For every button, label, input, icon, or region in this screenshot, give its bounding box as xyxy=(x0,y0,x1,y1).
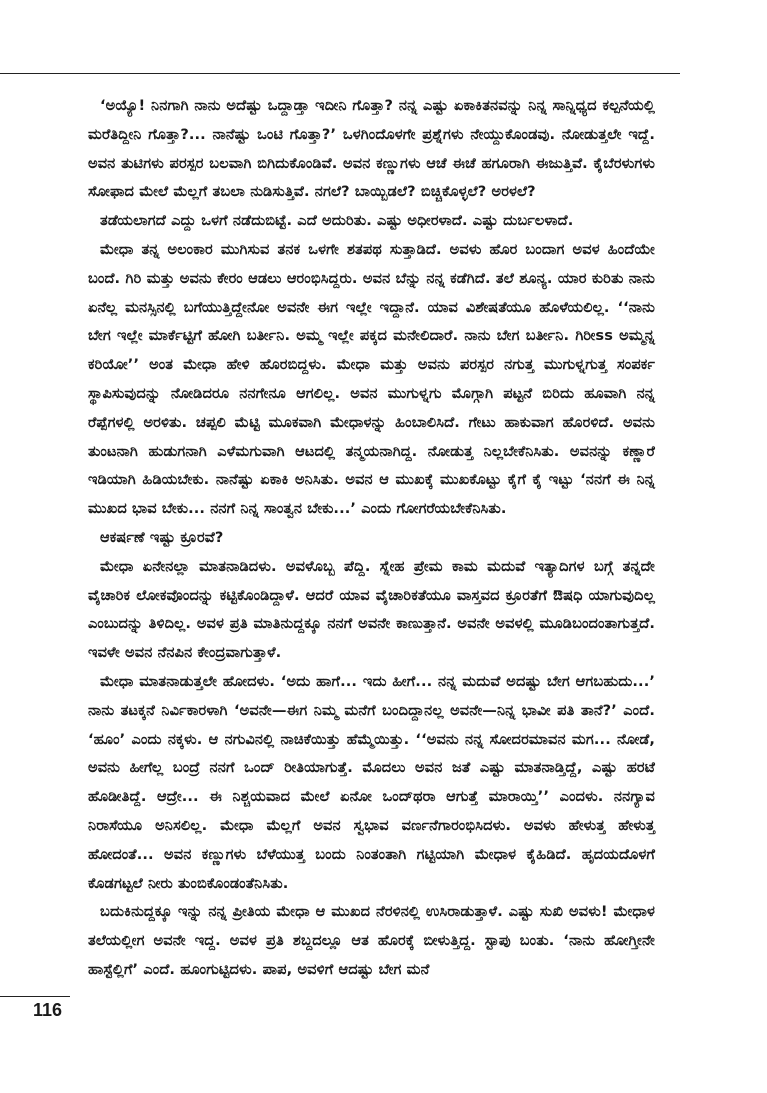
paragraph-4: ಆಕರ್ಷಣೆ ಇಷ್ಟು ಕ್ರೂರವೆ? xyxy=(100,528,224,546)
top-rule xyxy=(0,73,680,74)
paragraph-3: ಮೇಧಾ ತನ್ನ ಅಲಂಕಾರ ಮುಗಿಸುವ ತನಕ ಒಳಗೇ ಶತಪಥ ಸುತ್ತಾಡಿದೆ. ಅವಳು ಹೊರ ಬಂದಾಗ ಅವಳ ಹಿಂದೆಯೇ ಬಂದೆ. ಗಿರಿ ಮತ್ತು ಅವನು ಕೇರಂ ಆಡಲು ಆರಂಭಿಸಿದ್ದರು. ಅವನ ಬೆನ್ನು ನನ್ನ ಕಡೆಗಿದೆ. ತಲೆ ಶೂನ್ಯ. ಯಾರ ಕುರಿತು ನಾನು ಏನೆಲ್ಲ ಮನಸ್ಸಿನಲ್ಲಿ ಬಗೆಯುತ್ತಿದ್ದೇನೋ ಅವನೇ ಈಗ ಇಲ್ಲೇ ಇದ್ದಾನೆ. ಯಾವ ವಿಶೇಷತೆಯೂ ಹೊಳೆಯಲಿಲ್ಲ. ‘‘ನಾನು ಬೇಗ ಇಲ್ಲೇ ಮಾರ್ಕೆಟ್ಟಿಗೆ ಹೋಗಿ ಬರ್ತೀನಿ. ಅಮ್ಮ ಇಲ್ಲೇ ಪಕ್ಕದ ಮನೇಲಿದಾರೆ. ನಾನು ಬೇಗ ಬರ್ತೀನಿ. ಗಿರೀss ಅಮ್ಮನ್ನ ಕರಿಯೋ’’ ಅಂತ ಮೇಧಾ ಹೇಳಿ ಹೊರಬಿದ್ದಳು. ಮೇಧಾ ಮತ್ತು ಅವನು ಪರಸ್ಪರ ನಗುತ್ತ ಮುಗುಳ್ನಗುತ್ತ ಸಂಪರ್ಕ ಸ್ಥಾಪಿಸುವುದನ್ನು ನೋಡಿದರೂ ನನಗೇನೂ ಆಗಲಿಲ್ಲ. ಅವನ ಮುಗುಳ್ನಗು ಮೊಗ್ಗಾಗಿ ಪಟ್ಟನೆ ಬಿರಿದು ಹೂವಾಗಿ ನನ್ನ ರೆಪ್ಪೆಗಳಲ್ಲಿ ಅರಳಿತು. ಚಪ್ಪಲಿ ಮೆಟ್ಟಿ ಮೂಕವಾಗಿ ಮೇಧಾಳನ್ನು ಹಿಂಬಾಲಿಸಿದೆ. ಗೇಟು ಹಾಕುವಾಗ ಹೊರಳಿದೆ. ಅವನು ತುಂಟನಾಗಿ ಹುಡುಗನಾಗಿ ಎಳೆಮಗುವಾಗಿ ಆಟದಲ್ಲಿ ತನ್ಮಯನಾಗಿದ್ದ. ನೋಡುತ್ತ ನಿಲ್ಲಬೇಕೆನಿಸಿತು. ಅವನನ್ನು ಕಣ್ಣಾರೆ ಇಡಿಯಾಗಿ ಹಿಡಿಯಬೇಕು. ನಾನೆಷ್ಟು ಏಕಾಕಿ ಅನಿಸಿತು. ಅವನ ಆ ಮುಖಕ್ಕೆ ಮುಖಕೊಟ್ಟು ಕೈಗೆ ಕೈ ಇಟ್ಟು ‘ನನಗೆ ಈ ನಿನ್ನ ಮುಖದ ಭಾವ ಬೇಕು... ನನಗೆ ನಿನ್ನ ಸಾಂತ್ವನ ಬೇಕು...’ ಎಂದು ಗೋಗರೆಯಬೇಕೆನಿಸಿತು. xyxy=(88,240,655,518)
paragraph-5: ಮೇಧಾ ಏನೇನಲ್ಲಾ ಮಾತನಾಡಿದಳು. ಅವಳೊಬ್ಬ ಪೆದ್ದಿ. ಸ್ನೇಹ ಪ್ರೇಮ ಕಾಮ ಮದುವೆ ಇತ್ಯಾದಿಗಳ ಬಗ್ಗೆ ತನ್ನದೇ ವೈಚಾರಿಕ ಲೋಕವೊಂದನ್ನು ಕಟ್ಟಿಕೊಂಡಿದ್ದಾಳೆ. ಆದರೆ ಯಾವ ವೈಚಾರಿಕತೆಯೂ ವಾಸ್ತವದ ಕ್ರೂರತೆಗೆ ಔಷಧಿ ಯಾಗುವುದಿಲ್ಲ ಎಂಬುದನ್ನು ತಿಳಿದಿಲ್ಲ. ಅವಳ ಪ್ರತಿ ಮಾತಿನುದ್ದಕ್ಕೂ ನನಗೆ ಅವನೇ ಕಾಣುತ್ತಾನೆ. ಅವನೇ ಅವಳಲ್ಲಿ ಮೂಡಿಬಂದಂತಾಗುತ್ತದೆ. ಇವಳೇ ಅವನ ನೆನಪಿನ ಕೇಂದ್ರವಾಗುತ್ತಾಳೆ. xyxy=(88,557,655,662)
page-number: 116 xyxy=(33,1000,63,1020)
bottom-rule xyxy=(0,996,70,997)
paragraph-6: ಮೇಧಾ ಮಾತನಾಡುತ್ತಲೇ ಹೋದಳು. ‘ಅದು ಹಾಗೆ... ಇದು ಹೀಗೆ... ನನ್ನ ಮದುವೆ ಅದಷ್ಟು ಬೇಗ ಆಗಬಹುದು...’ ನಾನು ತಟಕ್ಕನೆ ನಿರ್ವಿಕಾರಳಾಗಿ ‘ಅವನೇ—ಈಗ ನಿಮ್ಮ ಮನೆಗೆ ಬಂದಿದ್ದಾನಲ್ಲ ಅವನೇ—ನಿನ್ನ ಭಾವೀ ಪತಿ ತಾನೆ?’ ಎಂದೆ. ‘ಹೂಂ’ ಎಂದು ನಕ್ಕಳು. ಆ ನಗುವಿನಲ್ಲಿ ನಾಚಿಕೆಯಿತ್ತು ಹೆಮ್ಮೆಯಿತ್ತು. ‘‘ಅವನು ನನ್ನ ಸೋದರಮಾವನ ಮಗ... ನೋಡೆ, ಅವನು ಹೀಗೆಲ್ಲ ಬಂದ್ರೆ ನನಗೆ ಒಂದ್ ರೀತಿಯಾಗುತ್ತೆ. ಮೊದಲು ಅವನ ಜತೆ ಎಷ್ಟು ಮಾತನಾಡ್ತಿದ್ದೆ, ಎಷ್ಟು ಹರಟೆ ಹೊಡೀತಿದ್ದೆ. ಆದ್ರೇ... ಈ ನಿಶ್ಚಯವಾದ ಮೇಲೆ ಏನೋ ಒಂದ್‌ಥರಾ ಆಗುತ್ತೆ ಮಾರಾಯ್ತಿ’’ ಎಂದಳು. ನನಗ್ಯಾವ ನಿರಾಸೆಯೂ ಅನಿಸಲಿಲ್ಲ. ಮೇಧಾ ಮೆಲ್ಲಗೆ ಅವನ ಸ್ವಭಾವ ವರ್ಣನೆಗಾರಂಭಿಸಿದಳು. ಅವಳು ಹೇಳುತ್ತ ಹೇಳುತ್ತ ಹೋದಂತೆ... ಅವನ ಕಣ್ಣುಗಳು ಬೆಳೆಯುತ್ತ ಬಂದು ನಿಂತಂತಾಗಿ ಗಟ್ಟಿಯಾಗಿ ಮೇಧಾಳ ಕೈಹಿಡಿದೆ. ಹೃದಯದೊಳಗೆ ಕೊಡಗಟ್ಟಲೆ ನೀರು ತುಂಬಿಕೊಂಡಂತೆನಿಸಿತು. xyxy=(88,672,655,892)
paragraph-2: ತಡೆಯಲಾಗದೆ ಎದ್ದು ಒಳಗೆ ನಡೆದುಬಿಟ್ಟೆ. ಎದೆ ಅದುರಿತು. ಎಷ್ಟು ಅಧೀರಳಾದೆ. ಎಷ್ಟು ದುರ್ಬಲಳಾದೆ. xyxy=(100,212,574,230)
paragraph-1: ‘ಅಯ್ಯೊ! ನಿನಗಾಗಿ ನಾನು ಅದೆಷ್ಟು ಒದ್ದಾಡ್ತಾ ಇದೀನಿ ಗೊತ್ತಾ? ನನ್ನ ಎಷ್ಟು ಏಕಾಕಿತನವನ್ನು ನಿನ್ನ ಸಾನ್ನಿಧ್ಯದ ಕಲ್ಪನೆಯಲ್ಲಿ ಮರೆತಿದ್ದೀನಿ ಗೊತ್ತಾ?... ನಾನೆಷ್ಟು ಒಂಟಿ ಗೊತ್ತಾ?’ ಒಳಗಿಂದೊಳಗೇ ಪ್ರಶ್ನೆಗಳು ನೇಯ್ದುಕೊಂಡವು. ನೋಡುತ್ತಲೇ ಇದ್ದೆ. ಅವನ ತುಟಿಗಳು ಪರಸ್ಪರ ಬಲವಾಗಿ ಬಿಗಿದುಕೊಂಡಿವೆ. ಅವನ ಕಣ್ಣುಗಳು ಆಚೆ ಈಚೆ ಹಗೂರಾಗಿ ಈಜುತ್ತಿವೆ. ಕೈಬೆರಳುಗಳು ಸೋಫಾದ ಮೇಲೆ ಮೆಲ್ಲಗೆ ತಬಲಾ ನುಡಿಸುತ್ತಿವೆ. ನಗಲೆ? ಬಾಯ್ಬಿಡಲೆ? ಬಿಚ್ಚಿಕೊಳ್ಳಲೆ? ಅರಳಲೆ? xyxy=(88,97,655,201)
text-body xyxy=(88,92,655,985)
paragraph-7: ಬದುಕಿನುದ್ದಕ್ಕೂ ಇನ್ನು ನನ್ನ ಪ್ರೀತಿಯ ಮೇಧಾ ಆ ಮುಖದ ನೆರಳಿನಲ್ಲಿ ಉಸಿರಾಡುತ್ತಾಳೆ. ಎಷ್ಟು ಸುಖಿ ಅವಳು! ಮೇಧಾಳ ತಲೆಯಲ್ಲೀಗ ಅವನೇ ಇದ್ದ. ಅವಳ ಪ್ರತಿ ಶಬ್ದದಲ್ಲೂ ಆತ ಹೊರಕ್ಕೆ ಬೀಳುತ್ತಿದ್ದ. ಸ್ಟಾಪು ಬಂತು. ‘ನಾನು ಹೋಗ್ತೀನೇ ಹಾಸ್ಟೆಲ್ಲಿಗೆ’ ಎಂದೆ. ಹೂಂಗುಟ್ಟಿದಳು. ಪಾಪ, ಅವಳಿಗೆ ಆದಷ್ಟು ಬೇಗ ಮನೆ xyxy=(88,903,655,978)
